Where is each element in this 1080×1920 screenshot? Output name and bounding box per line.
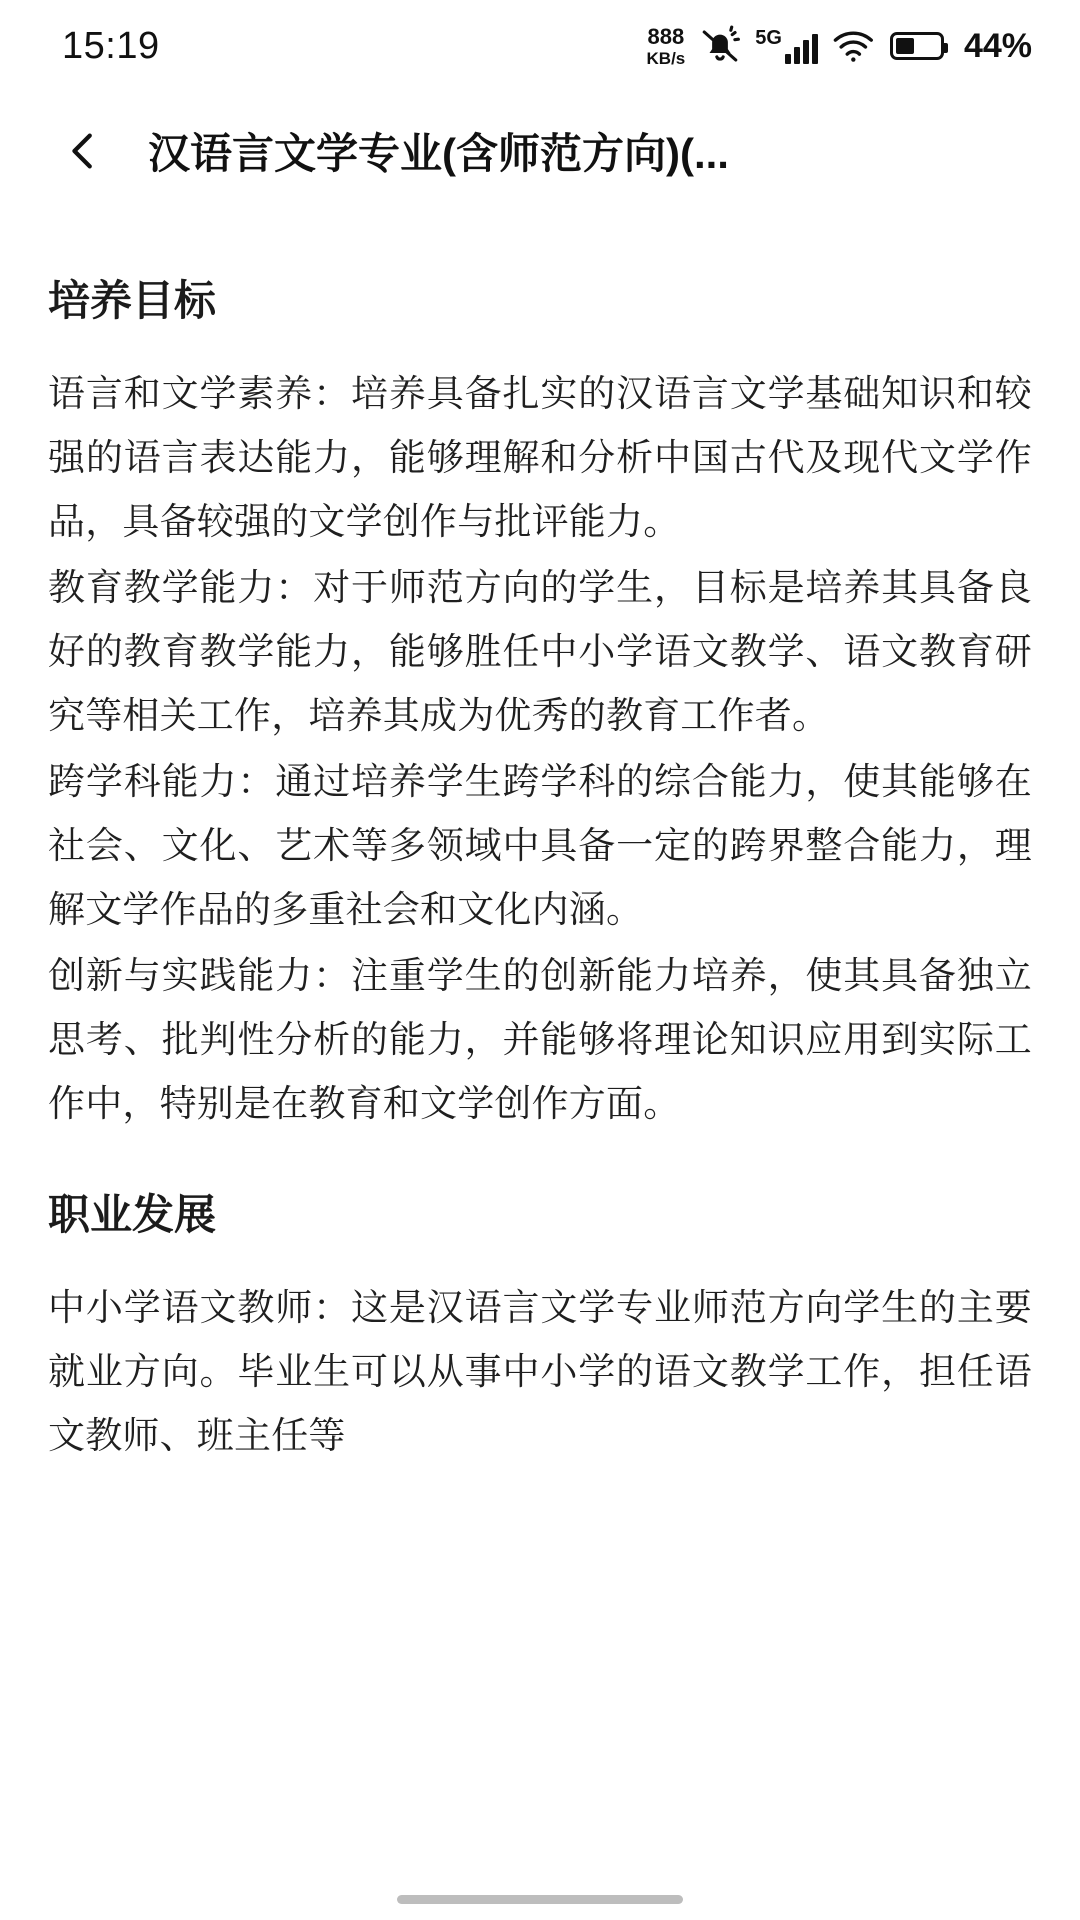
battery-icon bbox=[890, 32, 944, 60]
network-speed-value: 888 bbox=[647, 23, 685, 49]
network-speed-unit: KB/s bbox=[646, 48, 686, 68]
section-title-goals: 培养目标 bbox=[48, 277, 217, 324]
back-chevron-icon bbox=[61, 128, 107, 174]
paragraph: 创新与实践能力：注重学生的创新能力培养，使其具备独立思考、批判性分析的能力，并能够将理论知识应用到实际工作中，特别是在教育和文学创作方面。 bbox=[48, 955, 1032, 1124]
status-bar bbox=[0, 0, 1080, 92]
network-type-label: 5G bbox=[755, 27, 782, 49]
paragraph: 教育教学能力：对于师范方向的学生，目标是培养其具备良好的教育教学能力，能够胜任中小学语文教学、语文教育研究等相关工作，培养其成为优秀的教育工作者。 bbox=[48, 567, 1032, 736]
section-title-career: 职业发展 bbox=[48, 1191, 217, 1238]
bell-muted-icon bbox=[699, 25, 741, 67]
home-indicator[interactable] bbox=[397, 1895, 683, 1904]
battery-percent: 44% bbox=[963, 26, 1032, 65]
paragraph: 中小学语文教师：这是汉语言文学专业师范方向学生的主要就业方向。毕业生可以从事中小学的语文教学工作，担任语文教师、班主任等 bbox=[48, 1287, 1032, 1456]
cellular-signal-indicator bbox=[755, 28, 818, 64]
paragraph: 语言和文学素养：培养具备扎实的汉语言文学基础知识和较强的语言表达能力，能够理解和分析中国古代及现代文学作品，具备较强的文学创作与批评能力。 bbox=[48, 373, 1032, 542]
status-icons bbox=[647, 25, 1032, 67]
battery-fill bbox=[896, 38, 914, 54]
article-content bbox=[0, 210, 1080, 1468]
network-speed-indicator bbox=[646, 23, 686, 68]
status-time: 15:19 bbox=[62, 24, 160, 67]
wifi-icon bbox=[832, 28, 876, 64]
app-header bbox=[0, 92, 1080, 210]
back-button[interactable] bbox=[52, 119, 116, 183]
page-title: 汉语言文学专业(含师范方向)(... bbox=[148, 130, 729, 177]
signal-bars-icon bbox=[785, 34, 818, 64]
paragraph: 跨学科能力：通过培养学生跨学科的综合能力，使其能够在社会、文化、艺术等多领域中具备一定的跨界整合能力，理解文学作品的多重社会和文化内涵。 bbox=[48, 761, 1032, 930]
